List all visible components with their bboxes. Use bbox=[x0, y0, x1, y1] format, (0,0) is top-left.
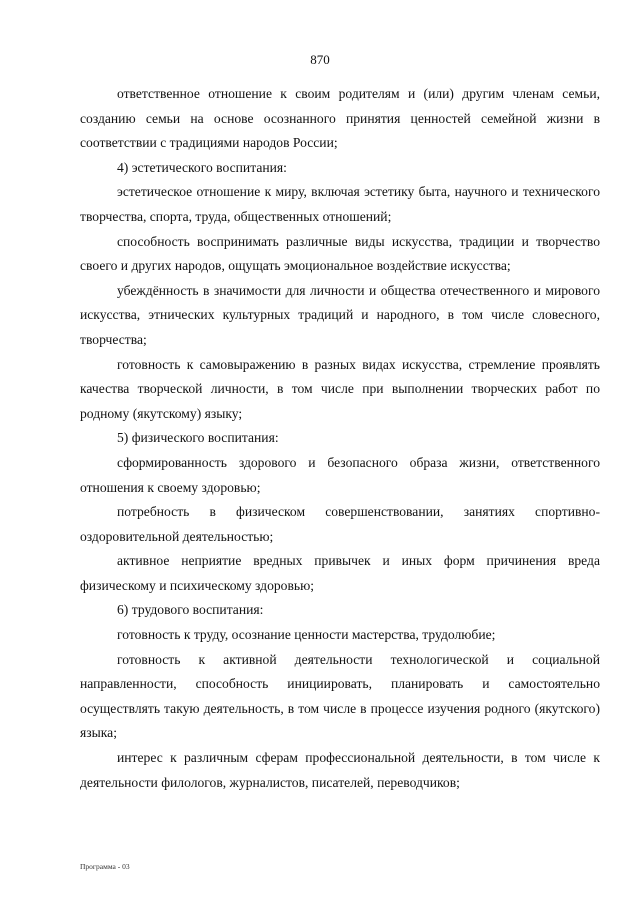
paragraph: эстетическое отношение к миру, включая эстетику быта, научного и технического творчества, спорта, труда, общественных отношений; bbox=[80, 184, 600, 224]
page-number: 870 bbox=[310, 52, 330, 67]
section-heading: 5) физического воспитания: bbox=[117, 430, 279, 446]
paragraph: потребность в физическом совершенствовании, занятиях спортивно-оздоровительной деятельностью; bbox=[80, 504, 600, 544]
paragraph: готовность к самовыражению в разных видах искусства, стремление проявлять качества творческой личности, в том числе при выполнении творческих работ по родному (якутскому) языку; bbox=[80, 356, 600, 421]
section-heading: 6) трудового воспитания: bbox=[117, 602, 264, 618]
body-text bbox=[80, 82, 600, 795]
paragraph: готовность к труду, осознание ценности мастерства, трудолюбие; bbox=[117, 627, 496, 643]
paragraph: способность воспринимать различные виды искусства, традиции и творчество своего и других народов, ощущать эмоциональное воздействие искусства; bbox=[80, 233, 600, 274]
paragraph: интерес к различным сферам профессиональной деятельности, в том числе к деятельности филологов, журналистов, писателей, переводчиков; bbox=[80, 750, 600, 790]
paragraph: ответственное отношение к своим родителям и (или) другим членам семьи, созданию семьи на основе осознанного принятия ценностей семейной жизни в соответствии с традициями народов России; bbox=[80, 86, 600, 151]
paragraph: готовность к активной деятельности технологической и социальной направленности, способность инициировать, планировать и самостоятельно осуществлять такую деятельность, в том числе в процессе изучения родного (якутского) языка; bbox=[80, 651, 600, 741]
paragraph: активное неприятие вредных привычек и иных форм причинения вреда физическому и психическому здоровью; bbox=[80, 553, 600, 593]
paragraph: убеждённость в значимости для личности и общества отечественного и мирового искусства, этнических культурных традиций и народного, в том числе словесного, творчества; bbox=[80, 282, 600, 347]
section-heading: 4) эстетического воспитания: bbox=[117, 159, 287, 175]
paragraph: сформированность здорового и безопасного образа жизни, ответственного отношения к своему здоровью; bbox=[80, 454, 600, 495]
footer-label: Программа - 03 bbox=[80, 862, 130, 871]
